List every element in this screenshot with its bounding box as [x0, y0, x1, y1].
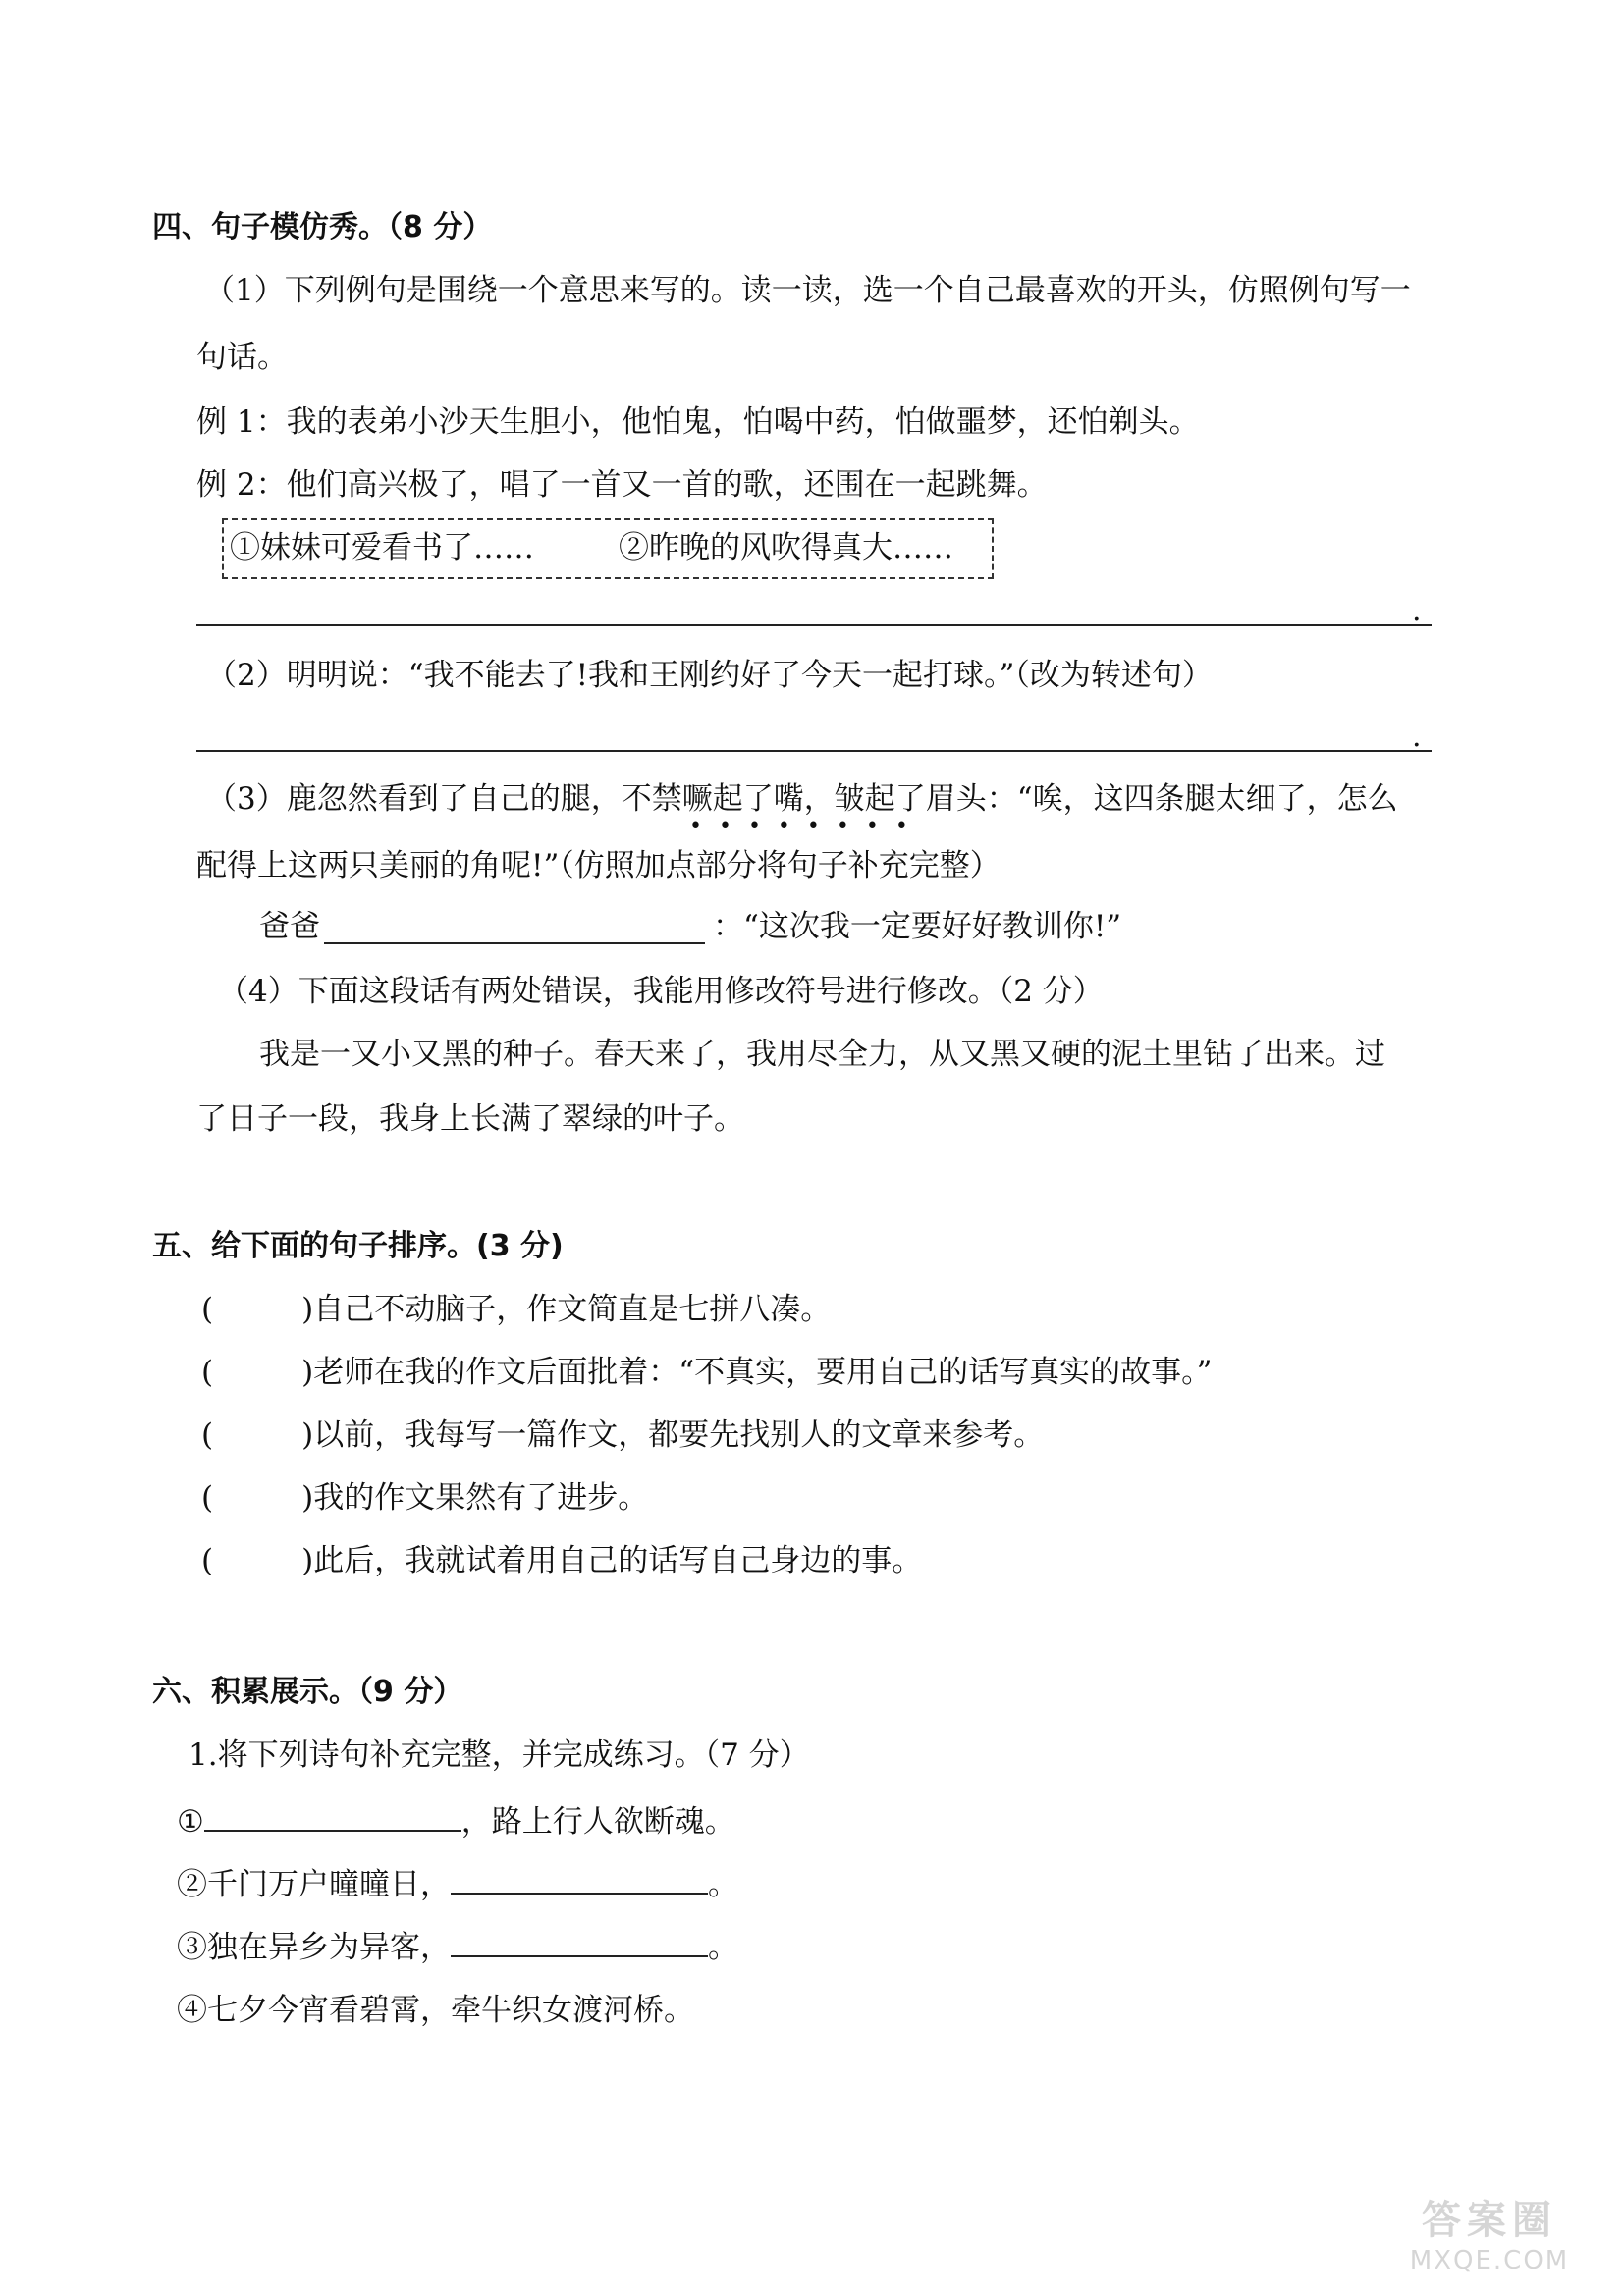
order-paren-close: )	[301, 1355, 314, 1390]
order-item	[201, 1478, 648, 1518]
order-item	[201, 1353, 1212, 1392]
order-item-text: 我的作文果然有了进步。	[313, 1480, 649, 1516]
order-paren-open: (	[201, 1543, 214, 1578]
watermark-logo	[1377, 2195, 1602, 2288]
option-1: ①妹妹可爱看书了……	[230, 530, 534, 565]
order-paren-open: (	[201, 1292, 214, 1327]
q1-instruction-line2: 句话。	[196, 340, 288, 375]
q4-instruction: （4）下面这段话有两处错误，我能用修改符号进行修改。（2 分）	[218, 974, 1104, 1009]
watermark-bottom: MXQE.COM	[1409, 2246, 1570, 2275]
poem-3-suffix: 。	[708, 1930, 738, 1965]
order-item-text: 自己不动脑子，作文简直是七拼八凑。	[313, 1292, 832, 1327]
q4-paragraph-line1: 我是一又小又黑的种子。春天来了，我用尽全力，从又黑又硬的泥土里钻了出来。过	[259, 1037, 1385, 1072]
example-1: 例 1：我的表弟小沙天生胆小，他怕鬼，怕喝中药，怕做噩梦，还怕剃头。	[196, 404, 1200, 440]
q2-instruction: （2）明明说：“我不能去了!我和王刚约好了今天一起打球。”（改为转述句）	[206, 658, 1213, 693]
section6-title: 六、积累展示。（9 分）	[152, 1675, 463, 1709]
q3-instruction-line2: 配得上这两只美丽的角呢!”（仿照加点部分将句子补充完整）	[196, 848, 1001, 883]
order-item-text: 此后，我就试着用自己的话写自己身边的事。	[313, 1543, 923, 1578]
answer-line-q2[interactable]	[196, 750, 1432, 752]
poem-line-3	[177, 1926, 738, 1967]
q4-paragraph-line2: 了日子一段，我身上长满了翠绿的叶子。	[196, 1101, 744, 1137]
example-2: 例 2：他们高兴极了，唱了一首又一首的歌，还围在一起跳舞。	[196, 467, 1048, 503]
q3-fill-blank[interactable]	[324, 942, 705, 944]
answer-line-q1-period: .	[1412, 594, 1422, 628]
poem-2-suffix: 。	[708, 1867, 738, 1902]
poem-line-1	[177, 1800, 735, 1842]
option-2: ②昨晚的风吹得真大……	[619, 530, 953, 565]
order-paren-close: )	[301, 1292, 314, 1327]
order-paren-close: )	[301, 1543, 314, 1578]
poem-line-4: ④七夕今宵看碧霄，牵牛织女渡河桥。	[177, 1993, 694, 2028]
poem-1-suffix: ，路上行人欲断魂。	[460, 1804, 735, 1840]
q3-fill-suffix: ：“这次我一定要好好教训你!”	[713, 909, 1122, 944]
answer-line-q1[interactable]	[196, 624, 1432, 626]
poem-line-2	[177, 1863, 738, 1904]
answer-line-q2-period: .	[1412, 720, 1422, 754]
q3-fill-prefix: 爸爸	[259, 909, 320, 944]
order-paren-close: )	[301, 1480, 314, 1516]
q3-instruction-line1: （3）鹿忽然看到了自己的腿，不禁噘起了嘴，皱起了眉头：“唉，这四条腿太细了，怎么	[206, 781, 1398, 817]
poem-2-blank[interactable]	[451, 1863, 708, 1895]
poem-3-prefix: ③独在异乡为异客，	[177, 1930, 451, 1965]
poem-1-blank[interactable]	[204, 1800, 461, 1832]
poem-3-blank[interactable]	[451, 1926, 708, 1957]
order-paren-open: (	[201, 1417, 214, 1453]
order-item-text: 老师在我的作文后面批着：“不真实，要用自己的话写真实的故事。”	[313, 1355, 1213, 1390]
order-item	[201, 1541, 922, 1580]
poem-2-prefix: ②千门万户曈曈日，	[177, 1867, 451, 1902]
order-paren-close: )	[301, 1417, 314, 1453]
order-paren-open: (	[201, 1355, 214, 1390]
order-item	[201, 1415, 1044, 1455]
watermark-top: 答案圈	[1422, 2198, 1557, 2243]
emphasis-dots: ••••••••	[689, 814, 925, 838]
section5-title: 五、给下面的句子排序。(3 分)	[152, 1229, 564, 1263]
poem-1-prefix: ①	[177, 1804, 204, 1840]
order-item-text: 以前，我每写一篇作文，都要先找别人的文章来参考。	[313, 1417, 1045, 1453]
poem-instruction: 1.将下列诗句补充完整，并完成练习。（7 分）	[189, 1737, 810, 1773]
order-paren-open: (	[201, 1480, 214, 1516]
section4-title: 四、句子模仿秀。（8 分）	[152, 210, 493, 244]
order-item	[201, 1290, 831, 1329]
q1-instruction-line1: （1）下列例句是围绕一个意思来写的。读一读，选一个自己最喜欢的开头，仿照例句写一	[204, 273, 1411, 308]
